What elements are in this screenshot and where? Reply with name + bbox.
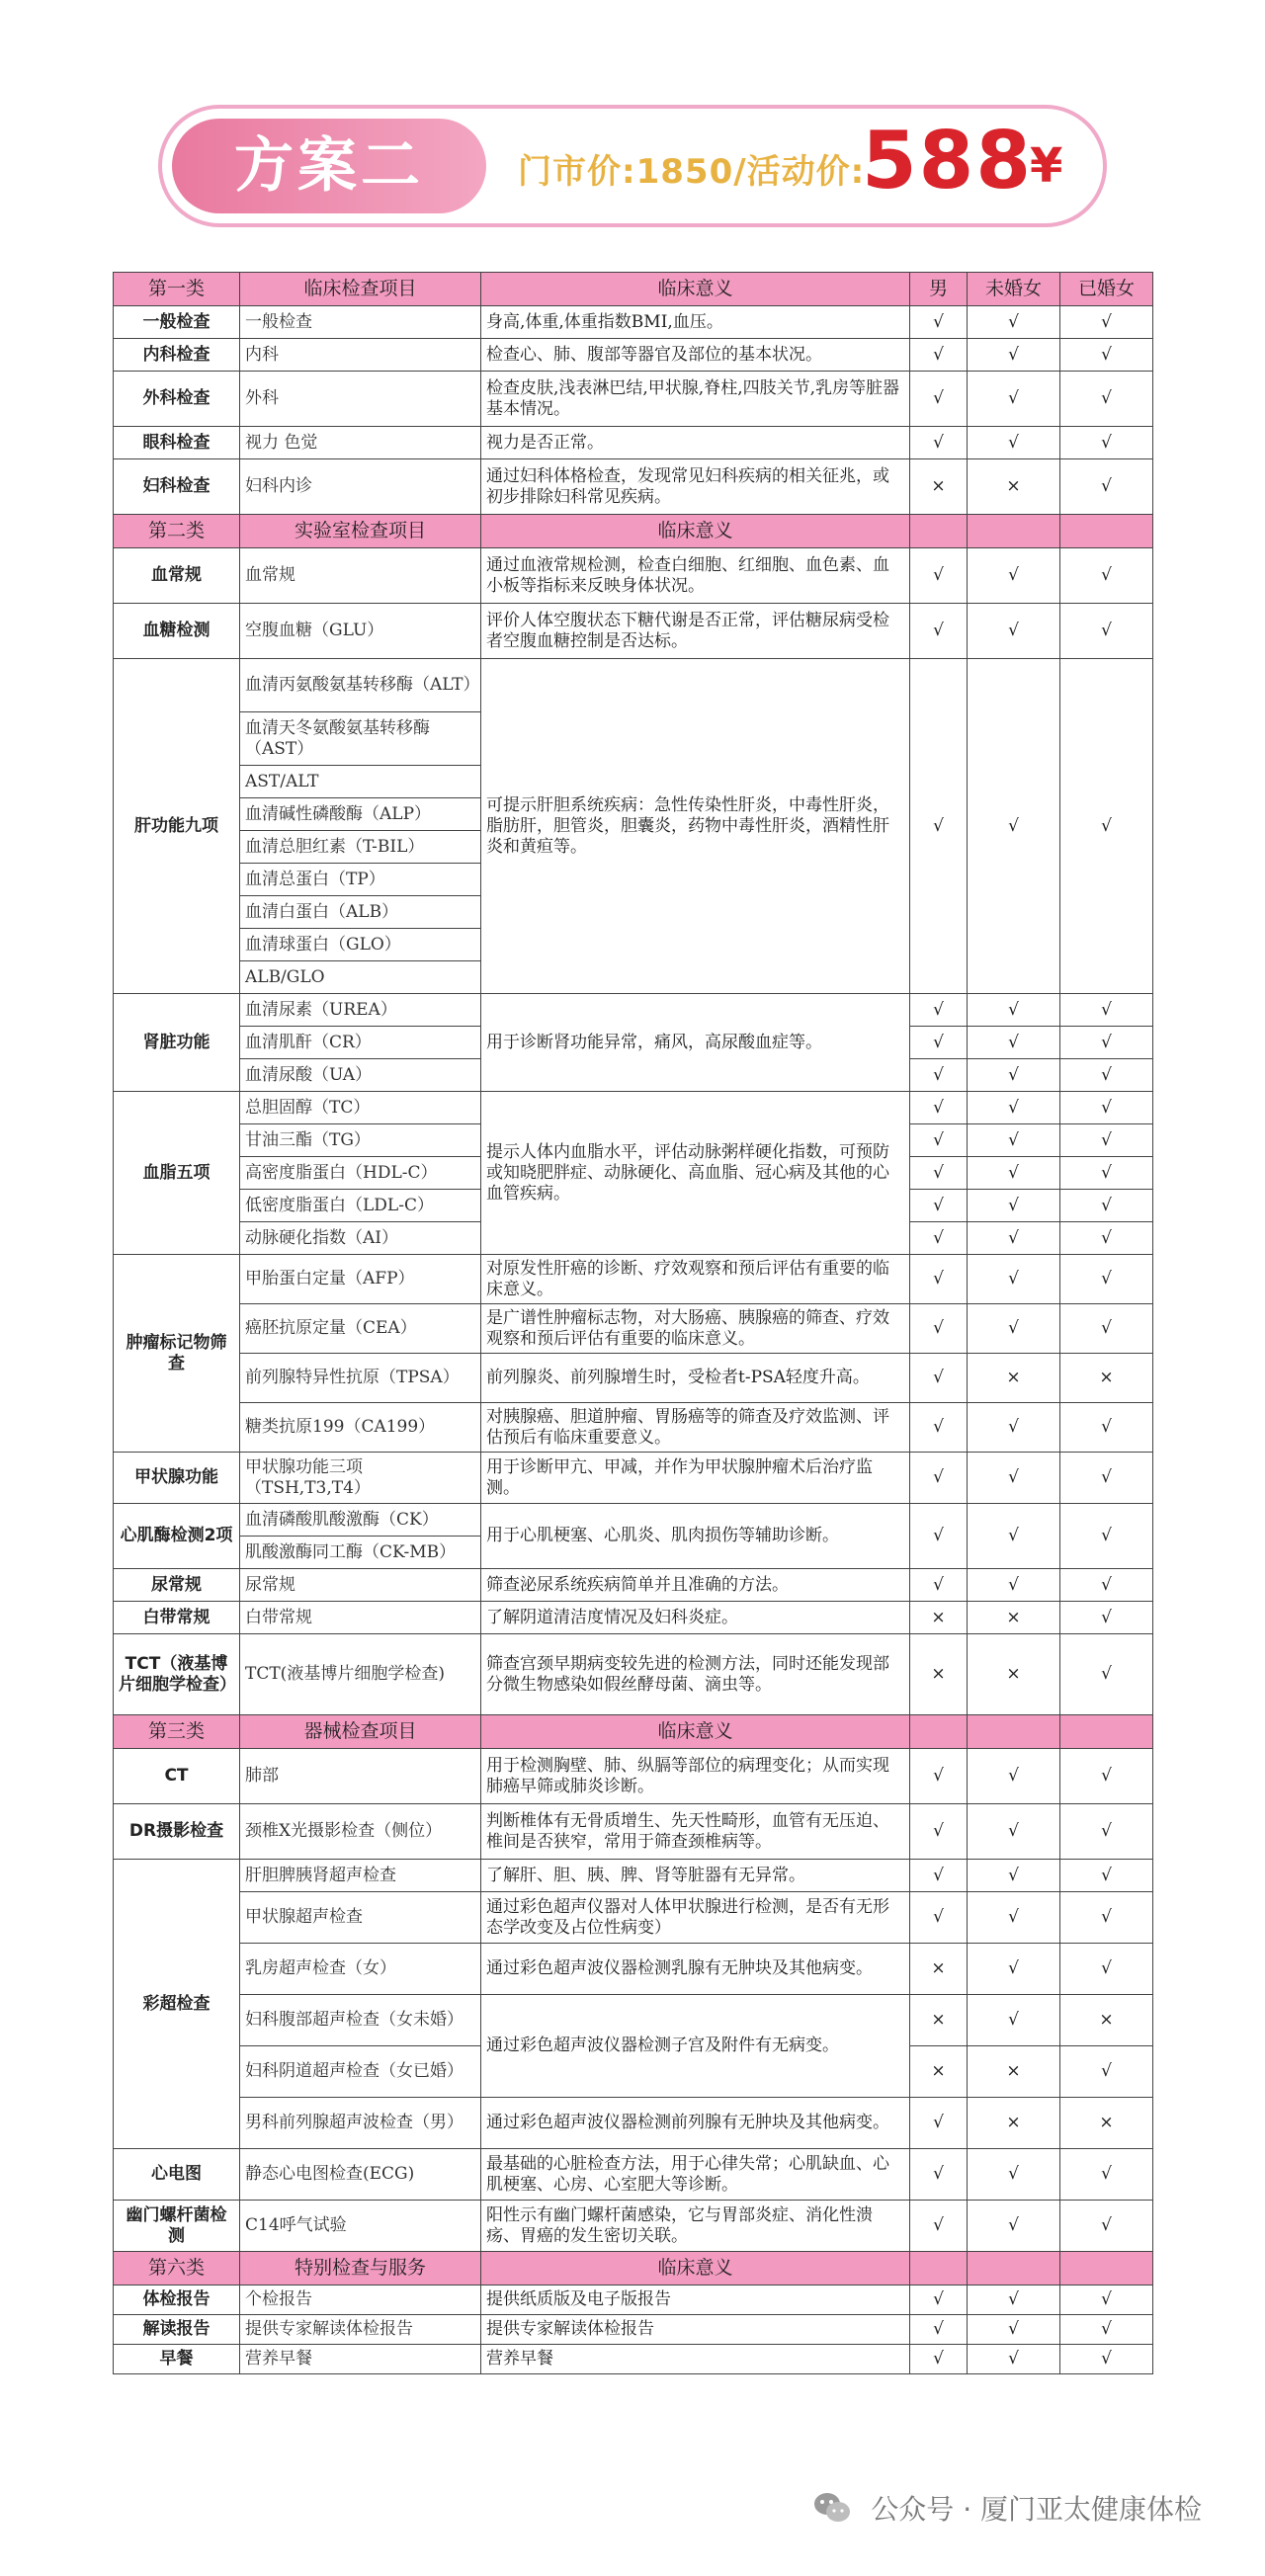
item-cell: 血常规 — [240, 548, 481, 604]
table-row — [114, 339, 1153, 372]
married-female-mark: √ — [1060, 1453, 1153, 1504]
section-header-6 — [114, 2252, 1153, 2285]
meaning-cell: 通过血液常规检测，检查白细胞、红细胞、血色素、血小板等指标来反映身体状况。 — [481, 548, 910, 604]
unmarried-female-mark: √ — [968, 548, 1060, 604]
male-mark: √ — [910, 339, 968, 372]
male-mark: √ — [910, 372, 968, 427]
table-row — [114, 604, 1153, 659]
table-row — [114, 2315, 1153, 2345]
category-cell: 血常规 — [114, 548, 240, 604]
male-mark: √ — [910, 994, 968, 1027]
married-female-mark: √ — [1060, 2046, 1153, 2098]
item-cell: 颈椎X光摄影检查（侧位） — [240, 1804, 481, 1860]
male-mark: × — [910, 1944, 968, 1995]
plan-title: 方案二 — [172, 119, 486, 213]
married-female-mark: √ — [1060, 427, 1153, 459]
category-cell: DR摄影检查 — [114, 1804, 240, 1860]
meaning-cell: 了解肝、胆、胰、脾、肾等脏器有无异常。 — [481, 1860, 910, 1892]
unmarried-female-mark: √ — [968, 1892, 1060, 1944]
table-row — [114, 2345, 1153, 2374]
married-female-mark: √ — [1060, 372, 1153, 427]
male-mark: √ — [910, 1157, 968, 1190]
category-cell: 外科检查 — [114, 372, 240, 427]
header-item: 临床检查项目 — [240, 273, 481, 306]
item-cell: 血清总胆红素（T-BIL） — [240, 831, 481, 864]
meaning-cell: 通过妇科体格检查，发现常见妇科疾病的相关征兆，或初步排除妇科常见疾病。 — [481, 459, 910, 515]
item-cell: 一般检查 — [240, 306, 481, 339]
male-mark: × — [910, 1995, 968, 2046]
married-female-mark: √ — [1060, 994, 1153, 1027]
footer-text: 公众号 · 厦门亚太健康体检 — [871, 2493, 1202, 2526]
item-cell: 血清碱性磷酸酶（ALP） — [240, 798, 481, 831]
unmarried-female-mark: √ — [968, 1304, 1060, 1354]
married-female-mark: √ — [1060, 1944, 1153, 1995]
married-female-mark: √ — [1060, 1190, 1153, 1222]
male-mark: √ — [910, 1354, 968, 1403]
unmarried-female-mark: √ — [968, 1944, 1060, 1995]
married-female-mark: √ — [1060, 1504, 1153, 1569]
table-row — [114, 548, 1153, 604]
meaning-cell: 评价人体空腹状态下糖代谢是否正常，评估糖尿病受检者空腹血糖控制是否达标。 — [481, 604, 910, 659]
meaning-cell: 营养早餐 — [481, 2345, 910, 2374]
male-mark: √ — [910, 604, 968, 659]
header-unmarried-female: 未婚女 — [968, 273, 1060, 306]
meaning-cell: 用于诊断甲亢、甲减，并作为甲状腺肿瘤术后治疗监测。 — [481, 1453, 910, 1504]
category-cell: 白带常规 — [114, 1602, 240, 1634]
meaning-cell: 筛查泌尿系统疾病简单并且准确的方法。 — [481, 1569, 910, 1602]
checkup-table — [113, 272, 1153, 2374]
male-mark: √ — [910, 1027, 968, 1059]
male-mark: √ — [910, 1403, 968, 1453]
married-female-mark: √ — [1060, 1860, 1153, 1892]
unmarried-female-mark: √ — [968, 306, 1060, 339]
meaning-cell: 通过彩色超声波仪器检测乳腺有无肿块及其他病变。 — [481, 1944, 910, 1995]
meaning-cell: 身高,体重,体重指数BMI,血压。 — [481, 306, 910, 339]
item-cell: 总胆固醇（TC） — [240, 1092, 481, 1124]
table-row — [114, 427, 1153, 459]
married-female-mark: √ — [1060, 1634, 1153, 1715]
item-cell: 甘油三酯（TG） — [240, 1124, 481, 1157]
unmarried-female-mark: √ — [968, 2345, 1060, 2374]
category-cell: CT — [114, 1749, 240, 1804]
category-cell: 早餐 — [114, 2345, 240, 2374]
unmarried-female-mark: × — [968, 459, 1060, 515]
married-female-mark: √ — [1060, 2315, 1153, 2345]
item-cell: 低密度脂蛋白（LDL-C） — [240, 1190, 481, 1222]
male-mark: √ — [910, 2285, 968, 2315]
unmarried-female-mark: √ — [968, 1504, 1060, 1569]
unmarried-female-mark: √ — [968, 994, 1060, 1027]
table-row — [114, 1453, 1153, 1504]
item-cell: 血清球蛋白（GLO） — [240, 929, 481, 961]
unmarried-female-mark: √ — [968, 1403, 1060, 1453]
wechat-icon — [812, 2491, 852, 2532]
married-female-mark: √ — [1060, 1403, 1153, 1453]
item-cell: 动脉硬化指数（AI） — [240, 1222, 481, 1255]
header-meaning: 临床意义 — [481, 273, 910, 306]
table-row — [114, 1749, 1153, 1804]
header-category: 第二类 — [114, 515, 240, 548]
male-mark: √ — [910, 1892, 968, 1944]
married-female-mark: √ — [1060, 1124, 1153, 1157]
meaning-cell: 最基础的心脏检查方法，用于心律失常；心肌缺血、心肌梗塞、心房、心室肥大等诊断。 — [481, 2149, 910, 2201]
married-female-mark: √ — [1060, 1892, 1153, 1944]
unmarried-female-mark: √ — [968, 1124, 1060, 1157]
item-cell: 营养早餐 — [240, 2345, 481, 2374]
item-cell: 尿常规 — [240, 1569, 481, 1602]
table-row — [114, 1860, 1153, 1892]
unmarried-female-mark: √ — [968, 1157, 1060, 1190]
unmarried-female-mark: √ — [968, 1255, 1060, 1304]
male-mark: √ — [910, 1255, 968, 1304]
unmarried-female-mark: × — [968, 2098, 1060, 2149]
item-cell: 男科前列腺超声波检查（男） — [240, 2098, 481, 2149]
table-row — [114, 372, 1153, 427]
male-mark: √ — [910, 2315, 968, 2345]
header-meaning: 临床意义 — [481, 515, 910, 548]
meaning-cell: 检查皮肤,浅表淋巴结,甲状腺,脊柱,四肢关节,乳房等脏器基本情况。 — [481, 372, 910, 427]
meaning-cell: 用于检测胸壁、肺、纵膈等部位的病理变化；从而实现肺癌早筛或肺炎诊断。 — [481, 1749, 910, 1804]
married-female-mark: √ — [1060, 1255, 1153, 1304]
category-cell: 甲状腺功能 — [114, 1453, 240, 1504]
unmarried-female-mark: √ — [968, 2285, 1060, 2315]
unmarried-female-mark: √ — [968, 1222, 1060, 1255]
married-female-mark: √ — [1060, 1059, 1153, 1092]
header-meaning: 临床意义 — [481, 1715, 910, 1749]
item-cell: 血清总蛋白（TP） — [240, 864, 481, 896]
meaning-cell: 对胰腺癌、胆道肿瘤、胃肠癌等的筛查及疗效监测、评估预后有临床重要意义。 — [481, 1403, 910, 1453]
table-row — [114, 1569, 1153, 1602]
item-cell: 血清尿素（UREA） — [240, 994, 481, 1027]
married-female-mark: √ — [1060, 659, 1153, 994]
header-item: 实验室检查项目 — [240, 515, 481, 548]
item-cell: 肌酸激酶同工酶（CK-MB） — [240, 1537, 481, 1569]
item-cell: 内科 — [240, 339, 481, 372]
item-cell: TCT(液基博片细胞学检查) — [240, 1634, 481, 1715]
item-cell: 外科 — [240, 372, 481, 427]
price-label: 门市价:1850/活动价: — [518, 152, 866, 192]
male-mark: √ — [910, 2345, 968, 2374]
unmarried-female-mark: √ — [968, 1860, 1060, 1892]
plan-banner — [158, 105, 1107, 227]
unmarried-female-mark: √ — [968, 2315, 1060, 2345]
item-cell: 甲状腺超声检查 — [240, 1892, 481, 1944]
price-value: 588 — [862, 115, 1033, 207]
unmarried-female-mark: √ — [968, 1995, 1060, 2046]
header-item: 特别检查与服务 — [240, 2252, 481, 2285]
item-cell: 甲状腺功能三项（TSH,T3,T4） — [240, 1453, 481, 1504]
male-mark: √ — [910, 1092, 968, 1124]
unmarried-female-mark: √ — [968, 1569, 1060, 1602]
unmarried-female-mark: √ — [968, 1453, 1060, 1504]
married-female-mark: √ — [1060, 2201, 1153, 2252]
male-mark: √ — [910, 1749, 968, 1804]
category-cell: 彩超检查 — [114, 1860, 240, 2149]
category-cell: 心肌酶检测2项 — [114, 1504, 240, 1569]
table-row — [114, 1602, 1153, 1634]
male-mark: √ — [910, 548, 968, 604]
meaning-cell: 筛查宫颈早期病变较先进的检测方法，同时还能发现部分微生物感染如假丝酵母菌、滴虫等。 — [481, 1634, 910, 1715]
married-female-mark: √ — [1060, 2149, 1153, 2201]
meaning-cell: 通过彩色超声波仪器检测子宫及附件有无病变。 — [481, 1995, 910, 2098]
header-male: 男 — [910, 273, 968, 306]
item-cell: 血清天冬氨酸氨基转移酶（AST） — [240, 712, 481, 766]
meaning-cell: 用于心肌梗塞、心肌炎、肌肉损伤等辅助诊断。 — [481, 1504, 910, 1569]
unmarried-female-mark: √ — [968, 1059, 1060, 1092]
married-female-mark: √ — [1060, 306, 1153, 339]
male-mark: √ — [910, 1190, 968, 1222]
header-item: 器械检查项目 — [240, 1715, 481, 1749]
meaning-cell: 对原发性肝癌的诊断、疗效观察和预后评估有重要的临床意义。 — [481, 1255, 910, 1304]
section-header-1 — [114, 273, 1153, 306]
unmarried-female-mark: × — [968, 1634, 1060, 1715]
header-category: 第一类 — [114, 273, 240, 306]
married-female-mark: × — [1060, 2098, 1153, 2149]
category-cell: 一般检查 — [114, 306, 240, 339]
item-cell: C14呼气试验 — [240, 2201, 481, 2252]
category-cell: 肿瘤标记物筛查 — [114, 1255, 240, 1453]
header-category: 第三类 — [114, 1715, 240, 1749]
table-row — [114, 459, 1153, 515]
footer-watermark — [812, 2488, 1202, 2532]
male-mark: √ — [910, 659, 968, 994]
item-cell: 妇科腹部超声检查（女未婚） — [240, 1995, 481, 2046]
item-cell: 个检报告 — [240, 2285, 481, 2315]
table-row — [114, 306, 1153, 339]
table-row — [114, 1504, 1153, 1537]
table-row — [114, 2149, 1153, 2201]
item-cell: 提供专家解读体检报告 — [240, 2315, 481, 2345]
male-mark: √ — [910, 1860, 968, 1892]
item-cell: 血清白蛋白（ALB） — [240, 896, 481, 929]
meaning-cell: 是广谱性肿瘤标志物，对大肠癌、胰腺癌的筛查、疗效观察和预后评估有重要的临床意义。 — [481, 1304, 910, 1354]
male-mark: √ — [910, 1124, 968, 1157]
table-row — [114, 2201, 1153, 2252]
table-row — [114, 1804, 1153, 1860]
item-cell: 肺部 — [240, 1749, 481, 1804]
unmarried-female-mark: √ — [968, 1804, 1060, 1860]
meaning-cell: 检查心、肺、腹部等器官及部位的基本状况。 — [481, 339, 910, 372]
unmarried-female-mark: √ — [968, 2201, 1060, 2252]
category-cell: 血脂五项 — [114, 1092, 240, 1255]
married-female-mark: √ — [1060, 1092, 1153, 1124]
currency-symbol: ¥ — [1030, 138, 1063, 194]
category-cell: 眼科检查 — [114, 427, 240, 459]
unmarried-female-mark: × — [968, 1354, 1060, 1403]
category-cell: 肾脏功能 — [114, 994, 240, 1092]
married-female-mark: × — [1060, 1995, 1153, 2046]
meaning-cell: 通过彩色超声波仪器检测前列腺有无肿块及其他病变。 — [481, 2098, 910, 2149]
married-female-mark: √ — [1060, 1602, 1153, 1634]
item-cell: 肝胆脾胰肾超声检查 — [240, 1860, 481, 1892]
meaning-cell: 提供纸质版及电子版报告 — [481, 2285, 910, 2315]
item-cell: 血清丙氨酸氨基转移酶（ALT） — [240, 659, 481, 712]
item-cell: 血清肌酐（CR） — [240, 1027, 481, 1059]
meaning-cell: 提示人体内血脂水平，评估动脉粥样硬化指数，可预防或知晓肥胖症、动脉硬化、高血脂、冠心病及其他的心血管疾病。 — [481, 1092, 910, 1255]
married-female-mark: √ — [1060, 1804, 1153, 1860]
item-cell: 糖类抗原199（CA199） — [240, 1403, 481, 1453]
meaning-cell: 可提示肝胆系统疾病：急性传染性肝炎，中毒性肝炎，脂肪肝，胆管炎，胆囊炎，药物中毒性肝炎，酒精性肝炎和黄疸等。 — [481, 659, 910, 994]
male-mark: √ — [910, 1569, 968, 1602]
unmarried-female-mark: × — [968, 2046, 1060, 2098]
meaning-cell: 视力是否正常。 — [481, 427, 910, 459]
married-female-mark: √ — [1060, 1157, 1153, 1190]
unmarried-female-mark: √ — [968, 1092, 1060, 1124]
married-female-mark: √ — [1060, 1027, 1153, 1059]
item-cell: 白带常规 — [240, 1602, 481, 1634]
category-cell: 妇科检查 — [114, 459, 240, 515]
unmarried-female-mark: √ — [968, 427, 1060, 459]
unmarried-female-mark: √ — [968, 339, 1060, 372]
male-mark: √ — [910, 306, 968, 339]
unmarried-female-mark: √ — [968, 2149, 1060, 2201]
married-female-mark: √ — [1060, 2285, 1153, 2315]
item-cell: ALB/GLO — [240, 961, 481, 994]
table-row — [114, 994, 1153, 1027]
header-category: 第六类 — [114, 2252, 240, 2285]
table-row — [114, 1634, 1153, 1715]
unmarried-female-mark: √ — [968, 604, 1060, 659]
unmarried-female-mark: √ — [968, 1027, 1060, 1059]
item-cell: 妇科内诊 — [240, 459, 481, 515]
item-cell: 癌胚抗原定量（CEA） — [240, 1304, 481, 1354]
category-cell: 体检报告 — [114, 2285, 240, 2315]
table-row — [114, 1255, 1153, 1304]
meaning-cell: 阳性示有幽门螺杆菌感染，它与胃部炎症、消化性溃疡、胃癌的发生密切关联。 — [481, 2201, 910, 2252]
married-female-mark: √ — [1060, 2345, 1153, 2374]
item-cell: 高密度脂蛋白（HDL-C） — [240, 1157, 481, 1190]
male-mark: × — [910, 2046, 968, 2098]
category-cell: 心电图 — [114, 2149, 240, 2201]
item-cell: 血清尿酸（UA） — [240, 1059, 481, 1092]
category-cell: 尿常规 — [114, 1569, 240, 1602]
married-female-mark: √ — [1060, 1749, 1153, 1804]
unmarried-female-mark: √ — [968, 372, 1060, 427]
married-female-mark: √ — [1060, 1222, 1153, 1255]
category-cell: 血糖检测 — [114, 604, 240, 659]
section-header-3 — [114, 1715, 1153, 1749]
married-female-mark: √ — [1060, 1304, 1153, 1354]
male-mark: × — [910, 1602, 968, 1634]
male-mark: √ — [910, 1059, 968, 1092]
married-female-mark: √ — [1060, 548, 1153, 604]
unmarried-female-mark: × — [968, 1602, 1060, 1634]
male-mark: √ — [910, 427, 968, 459]
male-mark: √ — [910, 1453, 968, 1504]
male-mark: √ — [910, 2149, 968, 2201]
category-cell: 肝功能九项 — [114, 659, 240, 994]
table-row — [114, 1092, 1153, 1124]
header-married-female: 已婚女 — [1060, 273, 1153, 306]
meaning-cell: 用于诊断肾功能异常，痛风，高尿酸血症等。 — [481, 994, 910, 1092]
item-cell: 甲胎蛋白定量（AFP） — [240, 1255, 481, 1304]
male-mark: √ — [910, 2201, 968, 2252]
male-mark: √ — [910, 1222, 968, 1255]
category-cell: 内科检查 — [114, 339, 240, 372]
category-cell: 幽门螺杆菌检测 — [114, 2201, 240, 2252]
male-mark: √ — [910, 2098, 968, 2149]
item-cell: 视力 色觉 — [240, 427, 481, 459]
item-cell: 乳房超声检查（女） — [240, 1944, 481, 1995]
category-cell: 解读报告 — [114, 2315, 240, 2345]
unmarried-female-mark: √ — [968, 1749, 1060, 1804]
item-cell: 前列腺特异性抗原（TPSA） — [240, 1354, 481, 1403]
married-female-mark: √ — [1060, 1569, 1153, 1602]
unmarried-female-mark: √ — [968, 659, 1060, 994]
meaning-cell: 提供专家解读体检报告 — [481, 2315, 910, 2345]
meaning-cell: 通过彩色超声仪器对人体甲状腺进行检测，是否有无形态学改变及占位性病变） — [481, 1892, 910, 1944]
male-mark: √ — [910, 1304, 968, 1354]
item-cell: 空腹血糖（GLU） — [240, 604, 481, 659]
married-female-mark: × — [1060, 1354, 1153, 1403]
table-row — [114, 659, 1153, 712]
male-mark: × — [910, 459, 968, 515]
item-cell: 静态心电图检查(ECG) — [240, 2149, 481, 2201]
item-cell: 血清磷酸肌酸激酶（CK） — [240, 1504, 481, 1537]
married-female-mark: √ — [1060, 459, 1153, 515]
meaning-cell: 了解阴道清洁度情况及妇科炎症。 — [481, 1602, 910, 1634]
header-meaning: 临床意义 — [481, 2252, 910, 2285]
table-row — [114, 2285, 1153, 2315]
unmarried-female-mark: √ — [968, 1190, 1060, 1222]
item-cell: 妇科阴道超声检查（女已婚） — [240, 2046, 481, 2098]
section-header-2 — [114, 515, 1153, 548]
meaning-cell: 前列腺炎、前列腺增生时，受检者t-PSA轻度升高。 — [481, 1354, 910, 1403]
male-mark: √ — [910, 1504, 968, 1569]
meaning-cell: 判断椎体有无骨质增生、先天性畸形，血管有无压迫、椎间是否狭窄，常用于筛查颈椎病等。 — [481, 1804, 910, 1860]
item-cell: AST/ALT — [240, 766, 481, 798]
male-mark: × — [910, 1634, 968, 1715]
married-female-mark: √ — [1060, 604, 1153, 659]
married-female-mark: √ — [1060, 339, 1153, 372]
male-mark: √ — [910, 1804, 968, 1860]
category-cell: TCT（液基博片细胞学检查） — [114, 1634, 240, 1715]
